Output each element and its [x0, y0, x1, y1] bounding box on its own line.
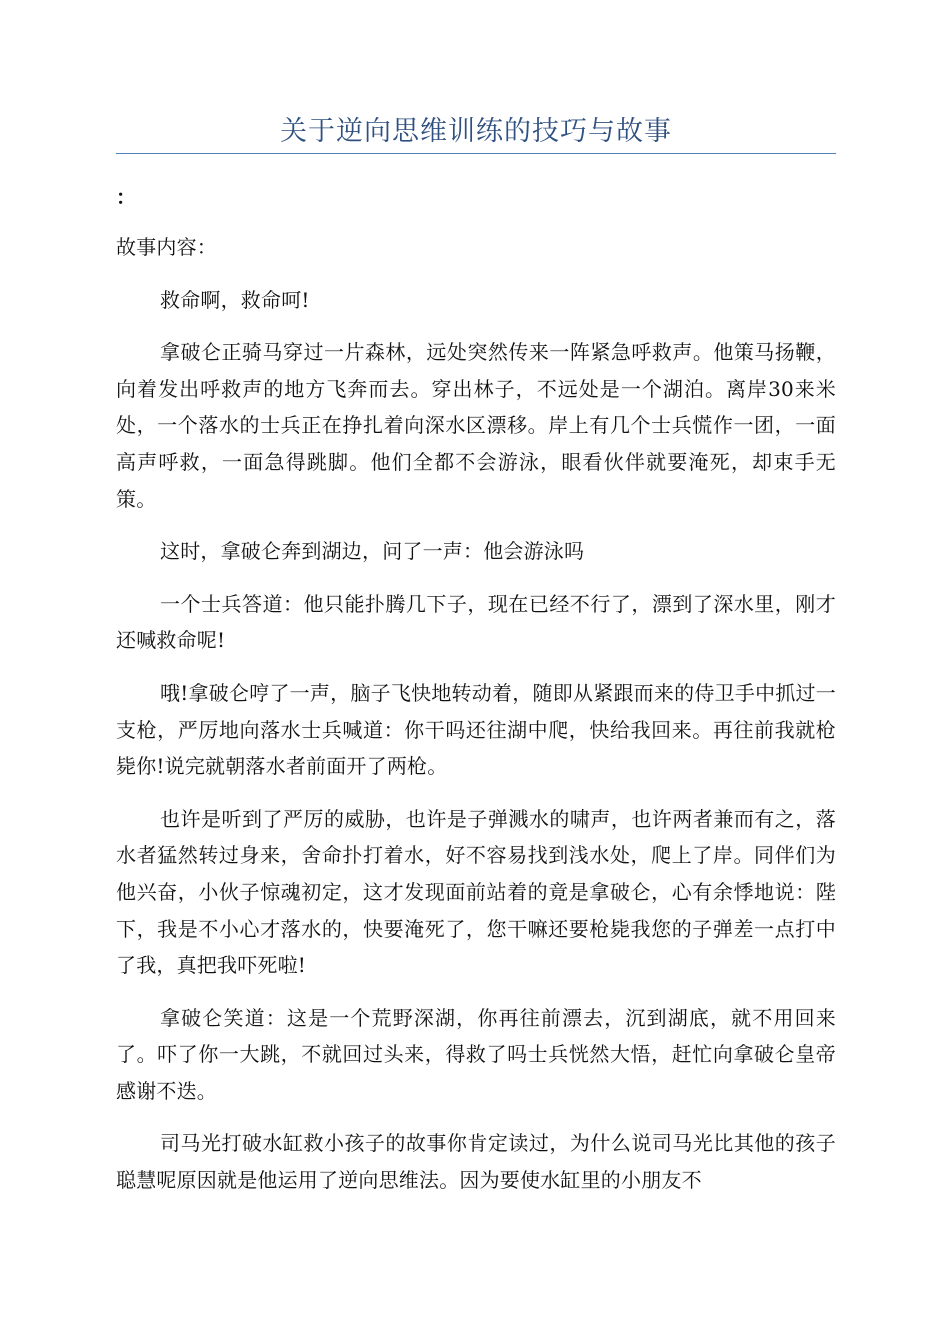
paragraph: 也许是听到了严厉的威胁，也许是子弹溅水的啸声，也许两者兼而有之，落水者猛然转过身来，舍命扑打着水，好不容易找到浅水处，爬上了岸。同伴们为他兴奋，小伙子惊魂初定，这才发现面前站着的竟是拿破仑，心有余悸地说：陛下，我是不小心才落水的，快要淹死了，您干嘛还要枪毙我您的子弹差一点打中了我，真把我吓死啦!	[116, 806, 836, 978]
paragraph: 一个士兵答道：他只能扑腾几下子，现在已经不行了，漂到了深水里，刚才还喊救命呢!	[116, 591, 836, 653]
stray-colon: ：	[116, 185, 136, 209]
paragraph: 哦!拿破仑哼了一声，脑子飞快地转动着，随即从紧跟而来的侍卫手中抓过一支枪，严厉地向落水士兵喊道：你干吗还往湖中爬，快给我回来。再往前我就枪毙你!说完就朝落水者前面开了两枪。	[116, 680, 836, 779]
paragraph: 司马光打破水缸救小孩子的故事你肯定读过，为什么说司马光比其他的孩子聪慧呢原因就是他运用了逆向思维法。因为要使水缸里的小朋友不	[116, 1131, 836, 1193]
document-title: 关于逆向思维训练的技巧与故事	[280, 116, 672, 147]
document-body	[116, 229, 836, 1215]
paragraph: 拿破仑正骑马穿过一片森林，远处突然传来一阵紧急呼救声。他策马扬鞭，向着发出呼救声的地方飞奔而去。穿出林子，不远处是一个湖泊。离岸30来米处，一个落水的士兵正在挣扎着向深水区漂移。岸上有几个士兵慌作一团，一面高声呼救，一面急得跳脚。他们全都不会游泳，眼看伙伴就要淹死，却束手无策。	[116, 340, 836, 511]
paragraph: 这时，拿破仑奔到湖边，问了一声：他会游泳吗	[160, 539, 585, 564]
paragraph: 救命啊，救命呵!	[160, 287, 310, 312]
paragraph-story-heading: 故事内容：	[116, 235, 217, 259]
paragraph: 拿破仑笑道：这是一个荒野深湖，你再往前漂去，沉到湖底，就不用回来了。吓了你一大跳，不就回过头来，得救了吗士兵恍然大悟，赶忙向拿破仑皇帝感谢不迭。	[116, 1005, 836, 1103]
title-underline	[116, 153, 836, 154]
